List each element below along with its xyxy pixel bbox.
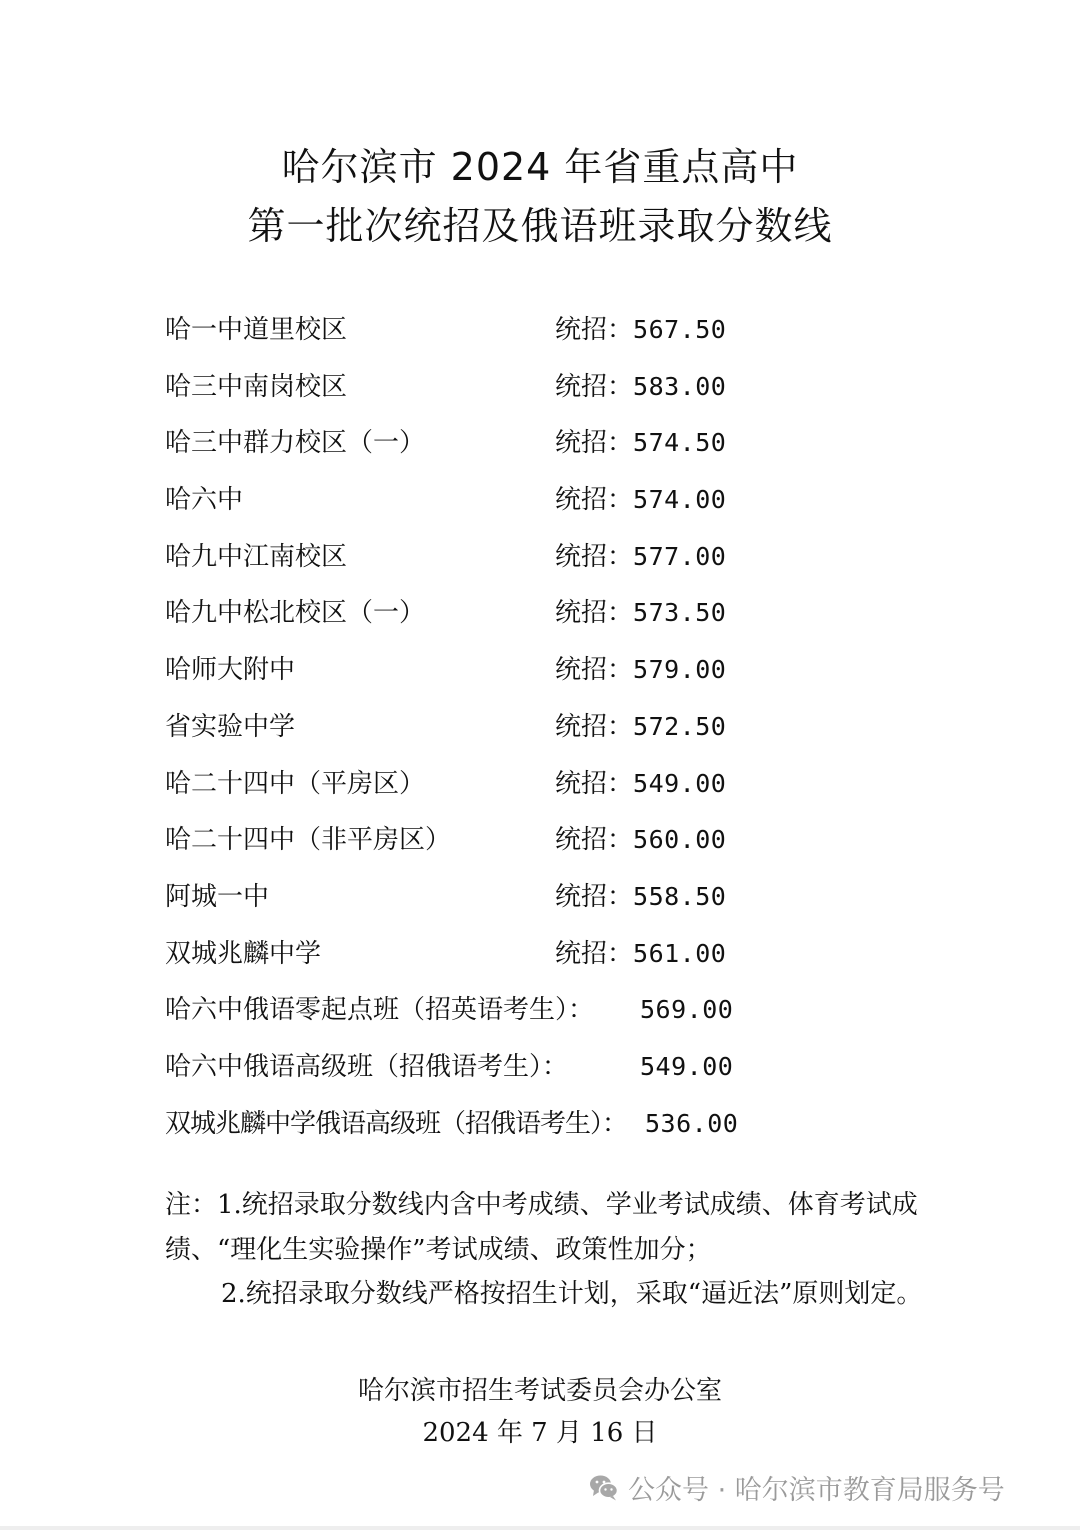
school-row: [165, 365, 925, 422]
score-label: 统招：: [555, 485, 634, 516]
russian-class-score: 536.00: [645, 1108, 739, 1138]
note-2: 2.统招录取分数线严格按招生计划，采取“逼近法”原则划定。: [221, 1279, 923, 1309]
school-row: [165, 591, 925, 648]
school-name: 哈三中南岗校区: [165, 371, 348, 402]
russian-class-row: [165, 1102, 925, 1159]
russian-class-name: 哈六中俄语零起点班（招英语考生）：: [165, 995, 595, 1026]
school-score: [555, 705, 726, 749]
school-name: 哈九中江南校区: [165, 541, 348, 572]
notes-section: [165, 1183, 925, 1317]
russian-class-score: 569.00: [640, 995, 734, 1025]
school-name: 双城兆麟中学: [165, 938, 322, 969]
score-label: 统招：: [555, 768, 634, 799]
score-label: 统招：: [555, 938, 634, 969]
document-title-line-1: 哈尔滨市 2024 年省重点高中: [281, 145, 799, 189]
school-row: [165, 818, 925, 875]
school-name: 哈三中群力校区（一）: [165, 428, 426, 459]
score-list: [165, 308, 925, 1158]
russian-class-row: [165, 1045, 925, 1102]
school-row: [165, 705, 925, 762]
score-value: 549.00: [633, 768, 727, 798]
score-label: 统招：: [555, 825, 634, 856]
school-row: [165, 932, 925, 989]
score-value: 579.00: [633, 655, 727, 685]
watermark-text: 公众号 · 哈尔滨市教育局服务号: [628, 1474, 1005, 1506]
school-score: [555, 478, 726, 522]
score-label: 统招：: [555, 541, 634, 572]
school-name: 哈九中松北校区（一）: [165, 598, 426, 629]
school-row: [165, 762, 925, 819]
school-score: [555, 421, 726, 465]
score-label: 统招：: [555, 655, 634, 686]
school-name: 哈一中道里校区: [165, 315, 348, 345]
score-value: 574.00: [633, 485, 727, 515]
issuing-organization: 哈尔滨市招生考试委员会办公室: [357, 1376, 722, 1406]
school-row: [165, 535, 925, 592]
bottom-divider: [0, 1526, 1080, 1530]
score-label: 统招：: [555, 315, 634, 345]
wechat-icon: [588, 1471, 620, 1503]
score-value: 561.00: [633, 938, 727, 968]
note-1: 注：1.统招录取分数线内含中考成绩、学业考试成绩、体育考试成绩、“理化生实验操作”考试成绩、政策性加分；: [165, 1190, 918, 1265]
score-value: 560.00: [633, 825, 727, 855]
russian-class-row: [165, 988, 925, 1045]
score-value: 573.50: [633, 598, 727, 628]
russian-class-score: 549.00: [640, 1051, 734, 1081]
school-score: [555, 818, 726, 862]
score-value: 583.00: [633, 371, 727, 401]
wechat-watermark: [588, 1467, 1005, 1507]
school-row: [165, 421, 925, 478]
school-name: 哈二十四中（平房区）: [165, 768, 426, 799]
score-value: 558.50: [633, 881, 727, 911]
school-row: [165, 875, 925, 932]
school-name: 哈师大附中: [165, 655, 296, 686]
score-label: 统招：: [555, 881, 634, 912]
school-name: 哈二十四中（非平房区）: [165, 825, 452, 856]
score-label: 统招：: [555, 711, 634, 742]
issue-date: 2024 年 7 月 16 日: [422, 1418, 658, 1448]
school-score: [555, 875, 726, 919]
school-score: [555, 365, 726, 409]
score-label: 统招：: [555, 598, 634, 629]
school-row: [165, 308, 925, 365]
school-name: 哈六中: [165, 485, 244, 516]
school-name: 阿城一中: [165, 881, 270, 912]
russian-class-name: 哈六中俄语高级班（招俄语考生）：: [165, 1051, 569, 1082]
score-value: 574.50: [633, 428, 727, 458]
school-score: [555, 535, 726, 579]
school-score: [555, 591, 726, 635]
score-value: 567.50: [633, 315, 727, 344]
school-score: [555, 932, 726, 976]
school-row: [165, 478, 925, 535]
school-score: [555, 762, 726, 806]
score-label: 统招：: [555, 371, 634, 402]
school-score: [555, 308, 726, 352]
school-name: 省实验中学: [165, 711, 296, 742]
school-row: [165, 648, 925, 705]
score-value: 572.50: [633, 711, 727, 741]
score-value: 577.00: [633, 541, 727, 571]
document-title-line-2: 第一批次统招及俄语班录取分数线: [247, 204, 833, 248]
russian-class-name: 双城兆麟中学俄语高级班（招俄语考生）：: [165, 1108, 628, 1139]
score-label: 统招：: [555, 428, 634, 459]
school-score: [555, 648, 726, 692]
